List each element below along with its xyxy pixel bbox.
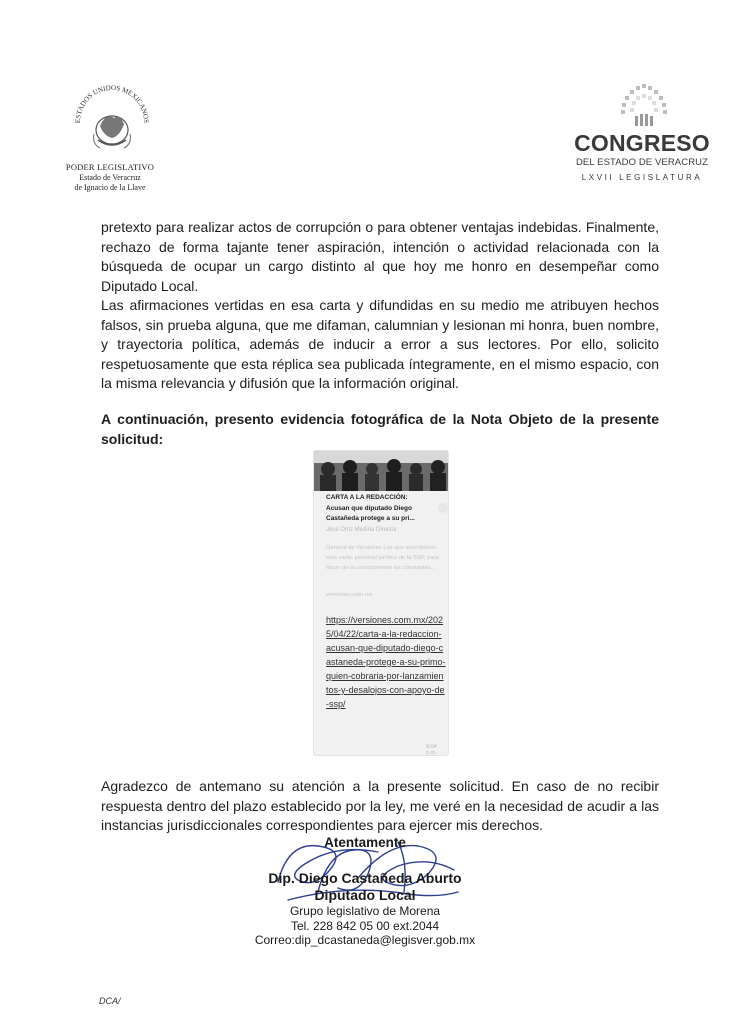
mexican-coat-of-arms-icon [70, 78, 154, 162]
congreso-logo-icon [606, 80, 682, 132]
evidence-screenshot [313, 450, 449, 756]
header-left-line1: PODER LEGISLATIVO [65, 162, 155, 172]
evidence-timestamp: 8:04 p.m. [426, 744, 437, 756]
legislative-group: Grupo legislativo de Morena [289, 904, 441, 918]
share-icon [438, 503, 448, 513]
header-left-line3: de Ignacio de la Llave [74, 183, 146, 192]
signer-role: Diputado Local [314, 887, 416, 903]
email-address: Correo:dip_dcastaneda@legisver.gob.mx [254, 933, 476, 947]
evidence-author: José Ortiz Medina Director [326, 527, 398, 533]
closing-paragraph: Agradezco de antemano su atención a la presente solicitud. En caso de no recibir respuesta dentro del plazo establecido por la ley, me veré en la necesidad de acudir a las instancias jurisdiccionales correspondientes para ejercer mis derechos. [101, 778, 659, 833]
evidence-link[interactable]: https://versiones.com.mx/2025/04/22/carta-a-la-redaccion-acusan-que-diputado-diego-castaneda-protege-a-su-primo-quien-cobraria-por-lanzamientos-y-desalojos-con-apoyo-de-ssp/ [326, 615, 446, 709]
reference-initials: DCA/ [99, 996, 121, 1006]
evidence-title-line2: Acusan que diputado Diego Castañeda protege a su pri... [326, 505, 415, 522]
phone-number: Tel. 228 842 05 00 ext.2044 [290, 919, 440, 933]
news-photo [314, 451, 449, 491]
legislature-label: LXVII LEGISLATURA [581, 173, 703, 182]
signer-name: Dip. Diego Castañeda Aburto [268, 870, 462, 886]
header-left-line2: Estado de Veracruz [79, 173, 141, 182]
congreso-title: CONGRESO [574, 130, 710, 156]
evidence-title-line1: CARTA A LA REDACCIÓN: [326, 494, 408, 501]
closing-salutation: Atentamente [324, 835, 406, 850]
congreso-subtitle: DEL ESTADO DE VERACRUZ [575, 157, 709, 168]
evidence-description: General de Versiones Los que suscribimos esta carta, personal jurídico de la SSP, para hacer de su conocimiento los constantes... [326, 545, 439, 571]
evidence-intro: A continuación, presento evidencia fotográfica de la Nota Objeto de la presente solicitud: [101, 411, 659, 447]
seal-text: ESTADOS UNIDOS MEXICANOS [73, 83, 151, 124]
poder-legislativo-header [40, 162, 180, 193]
paragraph-2: Las afirmaciones vertidas en esa carta y difundidas en su medio me atribuyen hechos falsos, sin prueba alguna, que me difaman, calumnian y lesionan mi honra, buen nombre, y trayectoria política, además de inducir a error a sus lectores. Por ello, solicito respetuosamente que esta réplica sea publicada íntegramente, en el mismo espacio, con la misma relevancia y difusión que la información original. [101, 297, 659, 391]
paragraph-1: pretexto para realizar actos de corrupción o para obtener ventajas indebidas. Finalmente, rechazo de forma tajante tener aspiración, intención o actividad relacionada con la búsqueda de ocupar un cargo distinto al que hoy me honro en desempeñar como Diputado Local. [101, 219, 659, 294]
evidence-domain: versiones.com.mx [326, 592, 373, 598]
